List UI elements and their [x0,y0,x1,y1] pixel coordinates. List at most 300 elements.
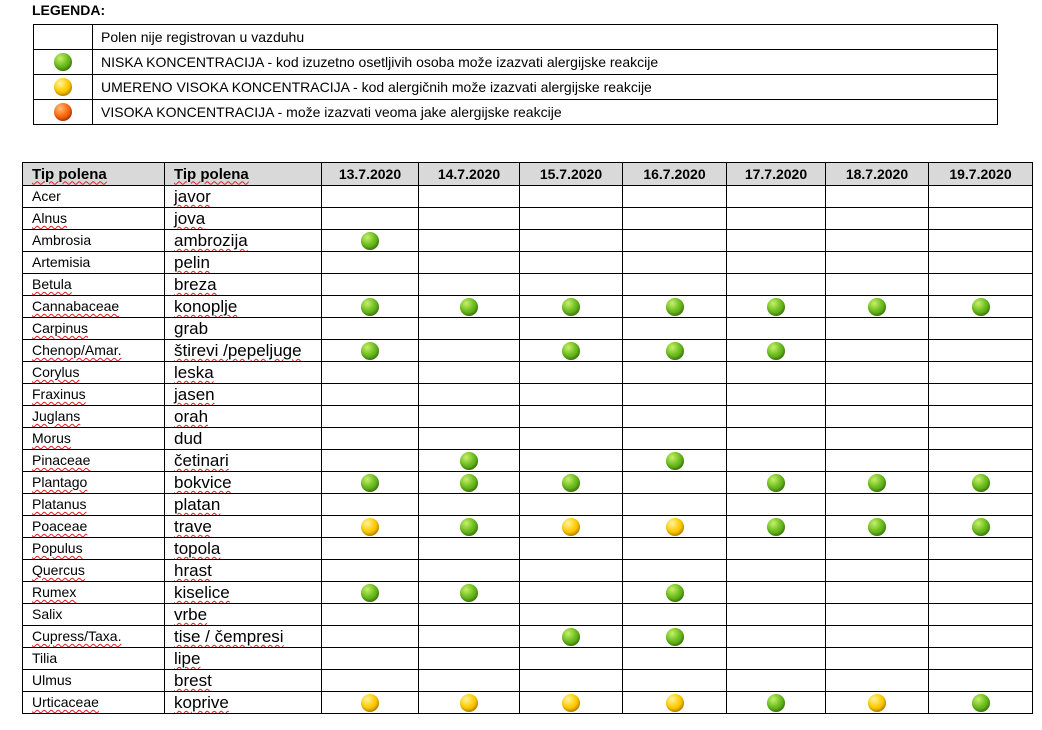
day-cell [520,648,623,670]
day-cell [929,582,1033,604]
day-cell [826,450,929,472]
local-name: dud [174,429,203,448]
latin-name: Alnus [32,210,68,226]
day-cell [623,428,727,450]
day-cell [929,538,1033,560]
local-name-cell [165,560,322,582]
day-cell [520,318,623,340]
day-cell [322,186,419,208]
table-header-row [23,163,1033,186]
day-cell [419,472,520,494]
header-date: 13.7.2020 [322,163,419,186]
low-concentration-icon [972,694,990,712]
day-cell [623,274,727,296]
table-row [23,538,1033,560]
day-cell [929,670,1033,692]
low-concentration-icon [767,342,785,360]
legend-row [34,25,998,50]
day-cell [826,384,929,406]
day-cell [727,274,826,296]
day-cell [322,208,419,230]
day-cell [623,362,727,384]
day-cell [929,274,1033,296]
local-name-cell [165,604,322,626]
local-name: brest [174,671,212,690]
table-row [23,582,1033,604]
latin-name: Populus [32,540,83,556]
day-cell [929,318,1033,340]
low-concentration-icon [562,474,580,492]
day-cell [419,406,520,428]
day-cell [727,340,826,362]
day-cell [419,230,520,252]
latin-name-cell [23,472,165,494]
latin-name-cell [23,428,165,450]
latin-name-cell [23,274,165,296]
table-row [23,318,1033,340]
latin-name-cell [23,186,165,208]
latin-name-cell [23,516,165,538]
mid-concentration-icon [562,694,580,712]
legend-symbol [34,50,93,75]
local-name: trave [174,517,212,536]
day-cell [623,538,727,560]
table-row [23,230,1033,252]
low-concentration-icon [562,342,580,360]
local-name: leska [174,363,214,382]
day-cell [826,318,929,340]
day-cell [322,428,419,450]
low-concentration-icon [361,232,379,250]
latin-name: Pinaceae [32,452,91,468]
table-row [23,362,1033,384]
latin-name-cell [23,384,165,406]
day-cell [520,494,623,516]
low-concentration-icon [666,452,684,470]
table-row [23,186,1033,208]
day-cell [826,538,929,560]
day-cell [322,604,419,626]
high-concentration-icon [54,103,72,121]
day-cell [520,296,623,318]
day-cell [322,582,419,604]
day-cell [929,604,1033,626]
header-date: 15.7.2020 [520,163,623,186]
local-name: konoplje [174,297,238,316]
legend-text: VISOKA KONCENTRACIJA - može izazvati veoma jake alergijske reakcije [93,100,998,125]
day-cell [322,318,419,340]
latin-name-cell [23,406,165,428]
day-cell [623,450,727,472]
local-name-cell [165,406,322,428]
latin-name: Artemisia [32,254,91,270]
day-cell [727,208,826,230]
day-cell [826,494,929,516]
day-cell [826,274,929,296]
latin-name-cell [23,626,165,648]
legend-symbol [34,25,93,50]
latin-name-cell [23,582,165,604]
low-concentration-icon [767,474,785,492]
day-cell [322,692,419,714]
latin-name: Carpinus [32,320,89,336]
local-name-cell [165,626,322,648]
local-name: pelin [174,253,210,272]
day-cell [727,582,826,604]
day-cell [419,670,520,692]
day-cell [929,186,1033,208]
day-cell [623,296,727,318]
day-cell [520,582,623,604]
table-row [23,472,1033,494]
low-concentration-icon [460,298,478,316]
day-cell [419,208,520,230]
day-cell [826,252,929,274]
day-cell [623,340,727,362]
day-cell [419,582,520,604]
table-row [23,384,1033,406]
low-concentration-icon [666,342,684,360]
latin-name-cell [23,318,165,340]
table-row [23,516,1033,538]
day-cell [419,274,520,296]
day-cell [322,384,419,406]
day-cell [322,362,419,384]
latin-name: Salix [32,606,63,622]
legend-table [33,24,998,125]
day-cell [419,362,520,384]
mid-concentration-icon [562,518,580,536]
latin-name-cell [23,208,165,230]
day-cell [929,494,1033,516]
local-name-cell [165,670,322,692]
latin-name: Juglans [32,408,81,424]
day-cell [929,252,1033,274]
day-cell [322,648,419,670]
day-cell [727,670,826,692]
low-concentration-icon [972,298,990,316]
header-date: 16.7.2020 [623,163,727,186]
latin-name: Cannabaceae [32,298,120,314]
local-name: vrbe [174,605,208,624]
low-concentration-icon [972,474,990,492]
day-cell [727,406,826,428]
latin-name-cell [23,362,165,384]
day-cell [929,428,1033,450]
latin-name-cell [23,670,165,692]
local-name: orah [174,407,209,426]
day-cell [826,340,929,362]
legend-title: LEGENDA: [32,2,106,18]
latin-name: Corylus [32,364,80,380]
day-cell [623,208,727,230]
day-cell [623,670,727,692]
day-cell [826,560,929,582]
day-cell [929,692,1033,714]
table-row [23,406,1033,428]
latin-name-cell [23,296,165,318]
day-cell [623,186,727,208]
local-name-cell [165,472,322,494]
latin-name-cell [23,560,165,582]
day-cell [727,230,826,252]
low-concentration-icon [868,298,886,316]
table-row [23,450,1033,472]
day-cell [929,406,1033,428]
legend-symbol [34,75,93,100]
legend-text: NISKA KONCENTRACIJA - kod izuzetno osetljivih osoba može izazvati alergijske reakcije [93,50,998,75]
low-concentration-icon [460,584,478,602]
day-cell [623,692,727,714]
day-cell [727,472,826,494]
day-cell [419,340,520,362]
day-cell [727,692,826,714]
day-cell [419,648,520,670]
latin-name: Plantago [32,474,88,490]
day-cell [727,450,826,472]
low-concentration-icon [767,694,785,712]
mid-concentration-icon [54,78,72,96]
day-cell [826,472,929,494]
latin-name: Chenop/Amar. [32,342,122,358]
day-cell [727,186,826,208]
low-concentration-icon [666,298,684,316]
local-name: hrast [174,561,212,580]
day-cell [623,384,727,406]
day-cell [826,296,929,318]
day-cell [929,450,1033,472]
local-name-cell [165,692,322,714]
day-cell [826,604,929,626]
day-cell [826,186,929,208]
latin-name-cell [23,692,165,714]
day-cell [322,494,419,516]
low-concentration-icon [361,298,379,316]
local-name: jova [174,209,206,228]
legend-text: Polen nije registrovan u vazduhu [93,25,998,50]
local-name-cell [165,384,322,406]
day-cell [520,472,623,494]
day-cell [623,230,727,252]
low-concentration-icon [361,474,379,492]
day-cell [419,494,520,516]
day-cell [826,582,929,604]
day-cell [826,208,929,230]
table-row [23,208,1033,230]
day-cell [419,538,520,560]
day-cell [929,296,1033,318]
latin-name-cell [23,494,165,516]
day-cell [520,604,623,626]
low-concentration-icon [666,584,684,602]
header-latin: Tip polena [23,163,165,186]
low-concentration-icon [54,53,72,71]
legend-row [34,100,998,125]
local-name: bokvice [174,473,232,492]
day-cell [520,428,623,450]
table-row [23,560,1033,582]
low-concentration-icon [460,518,478,536]
local-name-cell [165,318,322,340]
day-cell [623,252,727,274]
day-cell [727,494,826,516]
table-row [23,692,1033,714]
table-row [23,296,1033,318]
day-cell [826,516,929,538]
local-name-cell [165,230,322,252]
day-cell [623,626,727,648]
local-name: kiselice [174,583,230,602]
day-cell [929,560,1033,582]
table-row [23,252,1033,274]
latin-name: Poaceae [32,518,88,534]
low-concentration-icon [868,518,886,536]
local-name-cell [165,516,322,538]
table-row [23,340,1033,362]
day-cell [419,318,520,340]
day-cell [520,538,623,560]
day-cell [322,560,419,582]
header-date: 19.7.2020 [929,163,1033,186]
day-cell [419,516,520,538]
day-cell [419,450,520,472]
table-row [23,274,1033,296]
day-cell [322,450,419,472]
day-cell [520,230,623,252]
day-cell [419,692,520,714]
day-cell [322,626,419,648]
day-cell [520,186,623,208]
header-local: Tip polena [165,163,322,186]
day-cell [826,648,929,670]
local-name-cell [165,186,322,208]
low-concentration-icon [868,474,886,492]
day-cell [727,384,826,406]
day-cell [727,428,826,450]
day-cell [826,626,929,648]
local-name: četinari [174,451,229,470]
low-concentration-icon [767,518,785,536]
latin-name: Rumex [32,584,77,600]
day-cell [623,648,727,670]
day-cell [520,450,623,472]
mid-concentration-icon [361,518,379,536]
day-cell [727,362,826,384]
day-cell [727,560,826,582]
legend-row [34,75,998,100]
day-cell [929,362,1033,384]
day-cell [929,648,1033,670]
day-cell [520,208,623,230]
day-cell [322,274,419,296]
day-cell [826,670,929,692]
local-name-cell [165,252,322,274]
day-cell [826,692,929,714]
mid-concentration-icon [361,694,379,712]
low-concentration-icon [562,298,580,316]
day-cell [419,560,520,582]
day-cell [322,296,419,318]
latin-name: Betula [32,276,72,292]
day-cell [727,648,826,670]
local-name-cell [165,340,322,362]
day-cell [826,428,929,450]
latin-name: Morus [32,430,71,446]
day-cell [929,384,1033,406]
header-date: 14.7.2020 [419,163,520,186]
legend-symbol [34,100,93,125]
latin-name: Acer [32,188,61,204]
local-name: topola [174,539,221,558]
day-cell [520,274,623,296]
low-concentration-icon [460,452,478,470]
local-name-cell [165,648,322,670]
day-cell [520,384,623,406]
local-name-cell [165,582,322,604]
latin-name-cell [23,450,165,472]
latin-name: Ambrosia [32,232,92,248]
day-cell [520,252,623,274]
day-cell [623,582,727,604]
low-concentration-icon [460,474,478,492]
day-cell [419,626,520,648]
latin-name: Ulmus [32,672,72,688]
day-cell [727,296,826,318]
latin-name: Platanus [32,496,87,512]
local-name-cell [165,208,322,230]
table-row [23,494,1033,516]
local-name: javor [174,187,211,206]
day-cell [520,692,623,714]
day-cell [623,406,727,428]
day-cell [727,626,826,648]
day-cell [322,340,419,362]
day-cell [727,252,826,274]
local-name: lipe [174,649,201,668]
table-row [23,604,1033,626]
local-name: jasen [174,385,215,404]
day-cell [929,626,1033,648]
latin-name-cell [23,340,165,362]
day-cell [419,604,520,626]
day-cell [826,230,929,252]
day-cell [727,604,826,626]
day-cell [322,670,419,692]
low-concentration-icon [361,584,379,602]
day-cell [929,340,1033,362]
latin-name-cell [23,252,165,274]
day-cell [623,560,727,582]
day-cell [419,186,520,208]
day-cell [322,472,419,494]
latin-name-cell [23,230,165,252]
table-row [23,670,1033,692]
day-cell [322,406,419,428]
day-cell [322,230,419,252]
day-cell [623,494,727,516]
local-name-cell [165,296,322,318]
day-cell [419,296,520,318]
day-cell [623,604,727,626]
day-cell [623,472,727,494]
day-cell [929,208,1033,230]
day-cell [520,340,623,362]
local-name-cell [165,274,322,296]
header-date: 18.7.2020 [826,163,929,186]
latin-name-cell [23,538,165,560]
table-row [23,648,1033,670]
day-cell [419,384,520,406]
